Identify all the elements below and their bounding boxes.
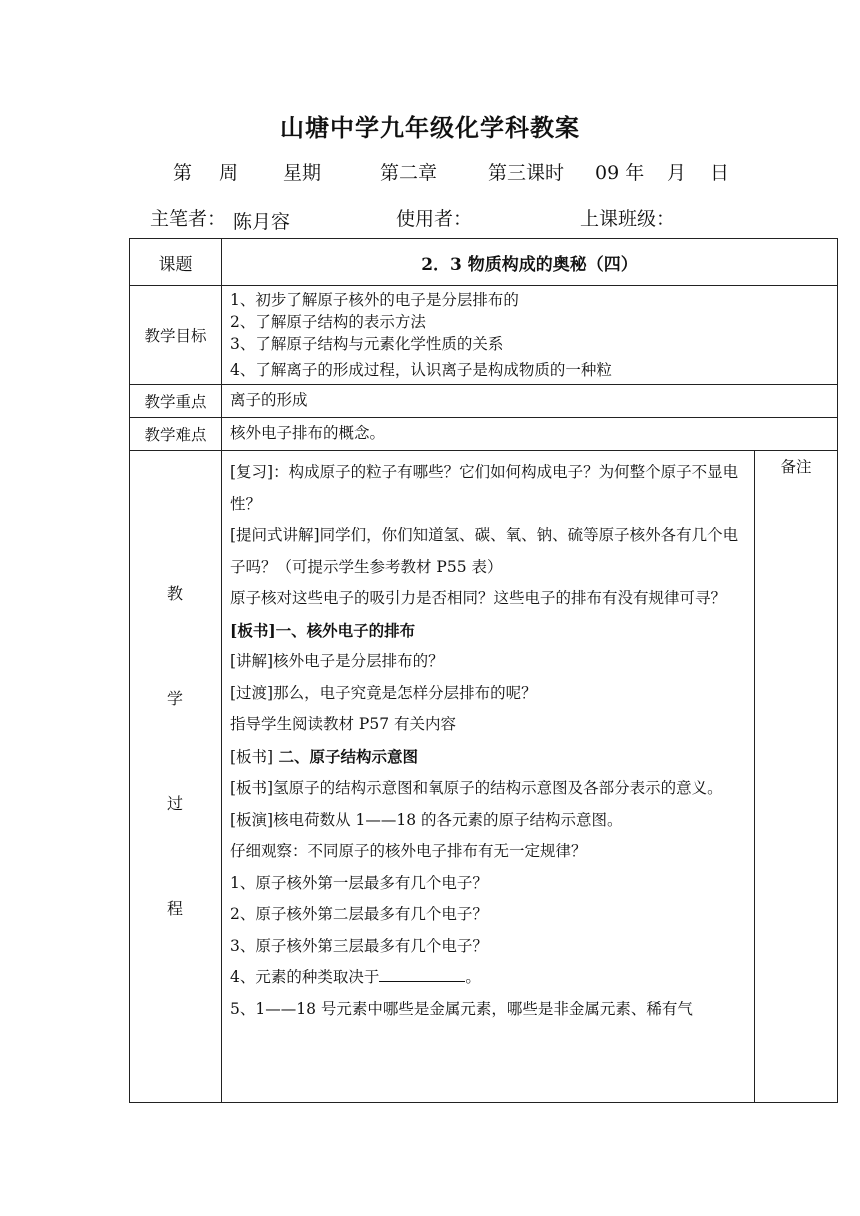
process-paragraph: 指导学生阅读教材 P57 有关内容 <box>230 715 457 733</box>
day: 日 <box>710 162 730 184</box>
class-label: 上课班级： <box>580 208 676 230</box>
process-paragraph: [提问式讲解]同学们，你们知道氢、碳、氧、钠、硫等原子核外各有几个电子吗？（可提示学生参考教材 P55 表） <box>230 526 739 576</box>
board-heading-text: 二、原子结构示意图 <box>273 746 419 766</box>
goals-row <box>130 286 838 385</box>
process-paragraph: 仔细观察：不同原子的核外电子排布有无一定规律？ <box>230 842 587 860</box>
author-label: 主笔者： <box>150 208 227 230</box>
fill-in-blank <box>379 963 465 982</box>
process-label-char: 过 <box>166 794 183 813</box>
process-paragraph: [讲解]核外电子是分层排布的？ <box>230 652 444 670</box>
user-label: 使用者： <box>396 208 473 230</box>
month: 月 <box>667 162 687 184</box>
week-suffix: 周 <box>219 162 239 184</box>
topic-row <box>130 239 838 286</box>
goals-label: 教学目标 <box>130 286 222 385</box>
lesson-plan-table <box>129 238 838 1103</box>
topic-value: 2．3 物质构成的奥秘（四） <box>222 239 838 286</box>
difficulty-label: 教学难点 <box>130 418 222 451</box>
process-paragraph: 原子核对这些电子的吸引力是否相同？这些电子的排布有没有规律可寻？ <box>230 589 727 607</box>
process-label-char: 学 <box>166 689 183 708</box>
board-heading-2 <box>230 741 750 774</box>
lesson: 第三课时 <box>488 162 565 184</box>
year: 09 年 <box>595 162 645 184</box>
difficulty-row <box>130 418 838 451</box>
process-label-char: 教 <box>166 584 183 603</box>
goal-item: 4、了解离子的形成过程，认识离子是构成物质的一种粒 <box>230 361 612 379</box>
board-tag: [板书] <box>230 747 274 766</box>
process-label-char: 程 <box>166 899 183 918</box>
process-label <box>130 451 222 1103</box>
question-item <box>230 962 750 994</box>
focus-row <box>130 385 838 418</box>
week-prefix: 第 <box>173 162 193 184</box>
process-paragraph: [板书]氢原子的结构示意图和氧原子的结构示意图及各部分表示的意义。 <box>230 779 723 797</box>
chapter: 第二章 <box>380 162 438 184</box>
board-heading-1: [板书]一、核外电子的排布 <box>230 620 416 640</box>
process-paragraph: [复习]：构成原子的粒子有哪些？它们如何构成电子？为何整个原子不显电性？ <box>230 463 739 513</box>
goal-item: 3、了解原子结构与元素化学性质的关系 <box>230 335 504 353</box>
process-row <box>130 451 838 1103</box>
focus-label: 教学重点 <box>130 385 222 418</box>
focus-value: 离子的形成 <box>222 385 838 418</box>
question-item: 3、原子核外第三层最多有几个电子？ <box>230 936 488 955</box>
question-item: 2、原子核外第二层最多有几个电子？ <box>230 905 488 923</box>
question-end: 。 <box>465 968 481 986</box>
question-text: 4、元素的种类取决于 <box>230 968 380 986</box>
process-paragraph: [板演]核电荷数从 1——18 的各元素的原子结构示意图。 <box>230 810 623 829</box>
goals-list <box>222 286 838 385</box>
notes-column: 备注 <box>755 451 838 1103</box>
goal-item: 2、了解原子结构的表示方法 <box>230 313 426 331</box>
process-paragraph: [过渡]那么，电子究竟是怎样分层排布的呢？ <box>230 683 537 702</box>
document-title: 山塘中学九年级化学科教案 <box>280 113 580 142</box>
question-item: 1、原子核外第一层最多有几个电子？ <box>230 873 488 892</box>
weekday: 星期 <box>283 162 322 184</box>
question-item: 5、1——18 号元素中哪些是金属元素，哪些是非金属元素、稀有气 <box>230 999 693 1018</box>
process-content <box>222 451 755 1103</box>
difficulty-value: 核外电子排布的概念。 <box>222 418 838 451</box>
author-name: 陈月容 <box>233 211 291 233</box>
goal-item: 1、初步了解原子核外的电子是分层排布的 <box>230 291 519 309</box>
topic-label: 课题 <box>130 239 222 286</box>
